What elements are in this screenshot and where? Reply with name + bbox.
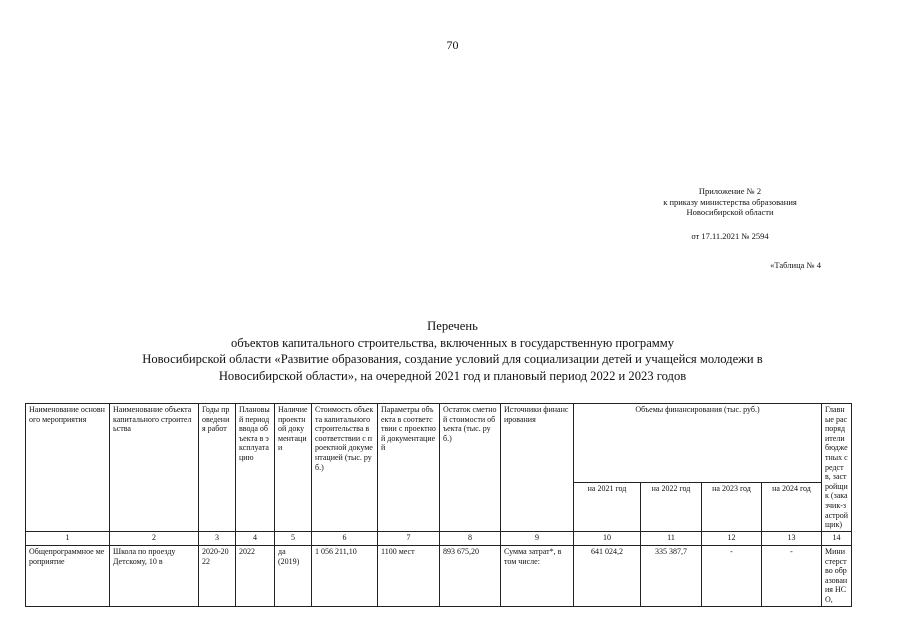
header-funding-sources: Источники финансирования bbox=[501, 404, 574, 532]
col-number: 3 bbox=[199, 532, 236, 546]
col-number: 12 bbox=[702, 532, 762, 546]
title-line-4: Новосибирской области», на очередной 2021 год и плановый период 2022 и 2023 годов bbox=[218, 368, 687, 383]
col-number: 7 bbox=[378, 532, 440, 546]
title-line-1: Перечень bbox=[427, 319, 478, 333]
col-number: 1 bbox=[26, 532, 110, 546]
objects-table bbox=[25, 403, 852, 607]
cell-amount-2022: 335 387,7 bbox=[641, 546, 702, 607]
header-project-docs: Наличие проектной документации bbox=[275, 404, 312, 532]
col-number: 5 bbox=[275, 532, 312, 546]
title-line-3: Новосибирской области «Развитие образования, создание условий для социализации детей и учащейся молодежи в bbox=[142, 352, 763, 366]
header-work-years: Годы проведения работ bbox=[199, 404, 236, 532]
header-row bbox=[26, 404, 852, 483]
cell-remaining-cost: 893 675,20 bbox=[440, 546, 501, 607]
appendix-line-2: к приказу министерства образования bbox=[663, 196, 797, 207]
header-remaining-cost: Остаток сметной стоимости объекта (тыс. руб.) bbox=[440, 404, 501, 532]
header-commissioning-period: Плановый период ввода объекта в эксплуатацию bbox=[236, 404, 275, 532]
cell-amount-2024: - bbox=[762, 546, 822, 607]
col-number: 10 bbox=[574, 532, 641, 546]
cell-budget-manager: Министерство образования НСО, bbox=[822, 546, 852, 607]
cell-object-parameters: 1100 мест bbox=[378, 546, 440, 607]
col-number: 13 bbox=[762, 532, 822, 546]
header-financing-volumes: Объемы финансирования (тыс. руб.) bbox=[574, 404, 822, 483]
appendix-date: от 17.11.2021 № 2594 bbox=[691, 230, 769, 241]
header-object-name: Наименование объекта капитального строительства bbox=[110, 404, 199, 532]
page-number: 70 bbox=[446, 38, 459, 52]
cell-object-cost: 1 056 211,10 bbox=[312, 546, 378, 607]
col-number: 6 bbox=[312, 532, 378, 546]
cell-amount-2023: - bbox=[702, 546, 762, 607]
title-line-2: объектов капитального строительства, включенных в государственную программу bbox=[230, 335, 675, 350]
header-year-2024: на 2024 год bbox=[762, 483, 822, 532]
col-number: 9 bbox=[501, 532, 574, 546]
table-row bbox=[26, 546, 852, 607]
appendix-note bbox=[560, 186, 900, 241]
header-year-2023: на 2023 год bbox=[702, 483, 762, 532]
col-number: 8 bbox=[440, 532, 501, 546]
column-numbers-row bbox=[26, 532, 852, 546]
header-year-2022: на 2022 год bbox=[641, 483, 702, 532]
col-number: 11 bbox=[641, 532, 702, 546]
appendix-line-3: Новосибирской области bbox=[686, 207, 774, 217]
cell-project-docs: да (2019) bbox=[275, 546, 312, 607]
col-number: 14 bbox=[822, 532, 852, 546]
header-object-cost: Стоимость объекта капитального строительства в соответствии с проектной документацией (тыс. руб.) bbox=[312, 404, 378, 532]
table-label: «Таблица № 4 bbox=[770, 260, 821, 270]
document-title bbox=[0, 318, 905, 384]
cell-work-years: 2020-2022 bbox=[199, 546, 236, 607]
cell-commissioning-period: 2022 bbox=[236, 546, 275, 607]
header-main-activity: Наименование основного мероприятия bbox=[26, 404, 110, 532]
header-year-2021: на 2021 год bbox=[574, 483, 641, 532]
col-number: 4 bbox=[236, 532, 275, 546]
cell-main-activity: Общепрограммное мероприятие bbox=[26, 546, 110, 607]
cell-funding-sources: Сумма затрат*, в том числе: bbox=[501, 546, 574, 607]
header-object-parameters: Параметры объекта в соответствии с проектной документацией bbox=[378, 404, 440, 532]
cell-object-name: Школа по проезду Детскому, 10 в bbox=[110, 546, 199, 607]
cell-amount-2021: 641 024,2 bbox=[574, 546, 641, 607]
col-number: 2 bbox=[110, 532, 199, 546]
header-budget-managers: Главные распорядители бюджетных средств, застройщик (заказчик-застройщик) bbox=[822, 404, 852, 532]
appendix-line-1: Приложение № 2 bbox=[698, 186, 762, 196]
